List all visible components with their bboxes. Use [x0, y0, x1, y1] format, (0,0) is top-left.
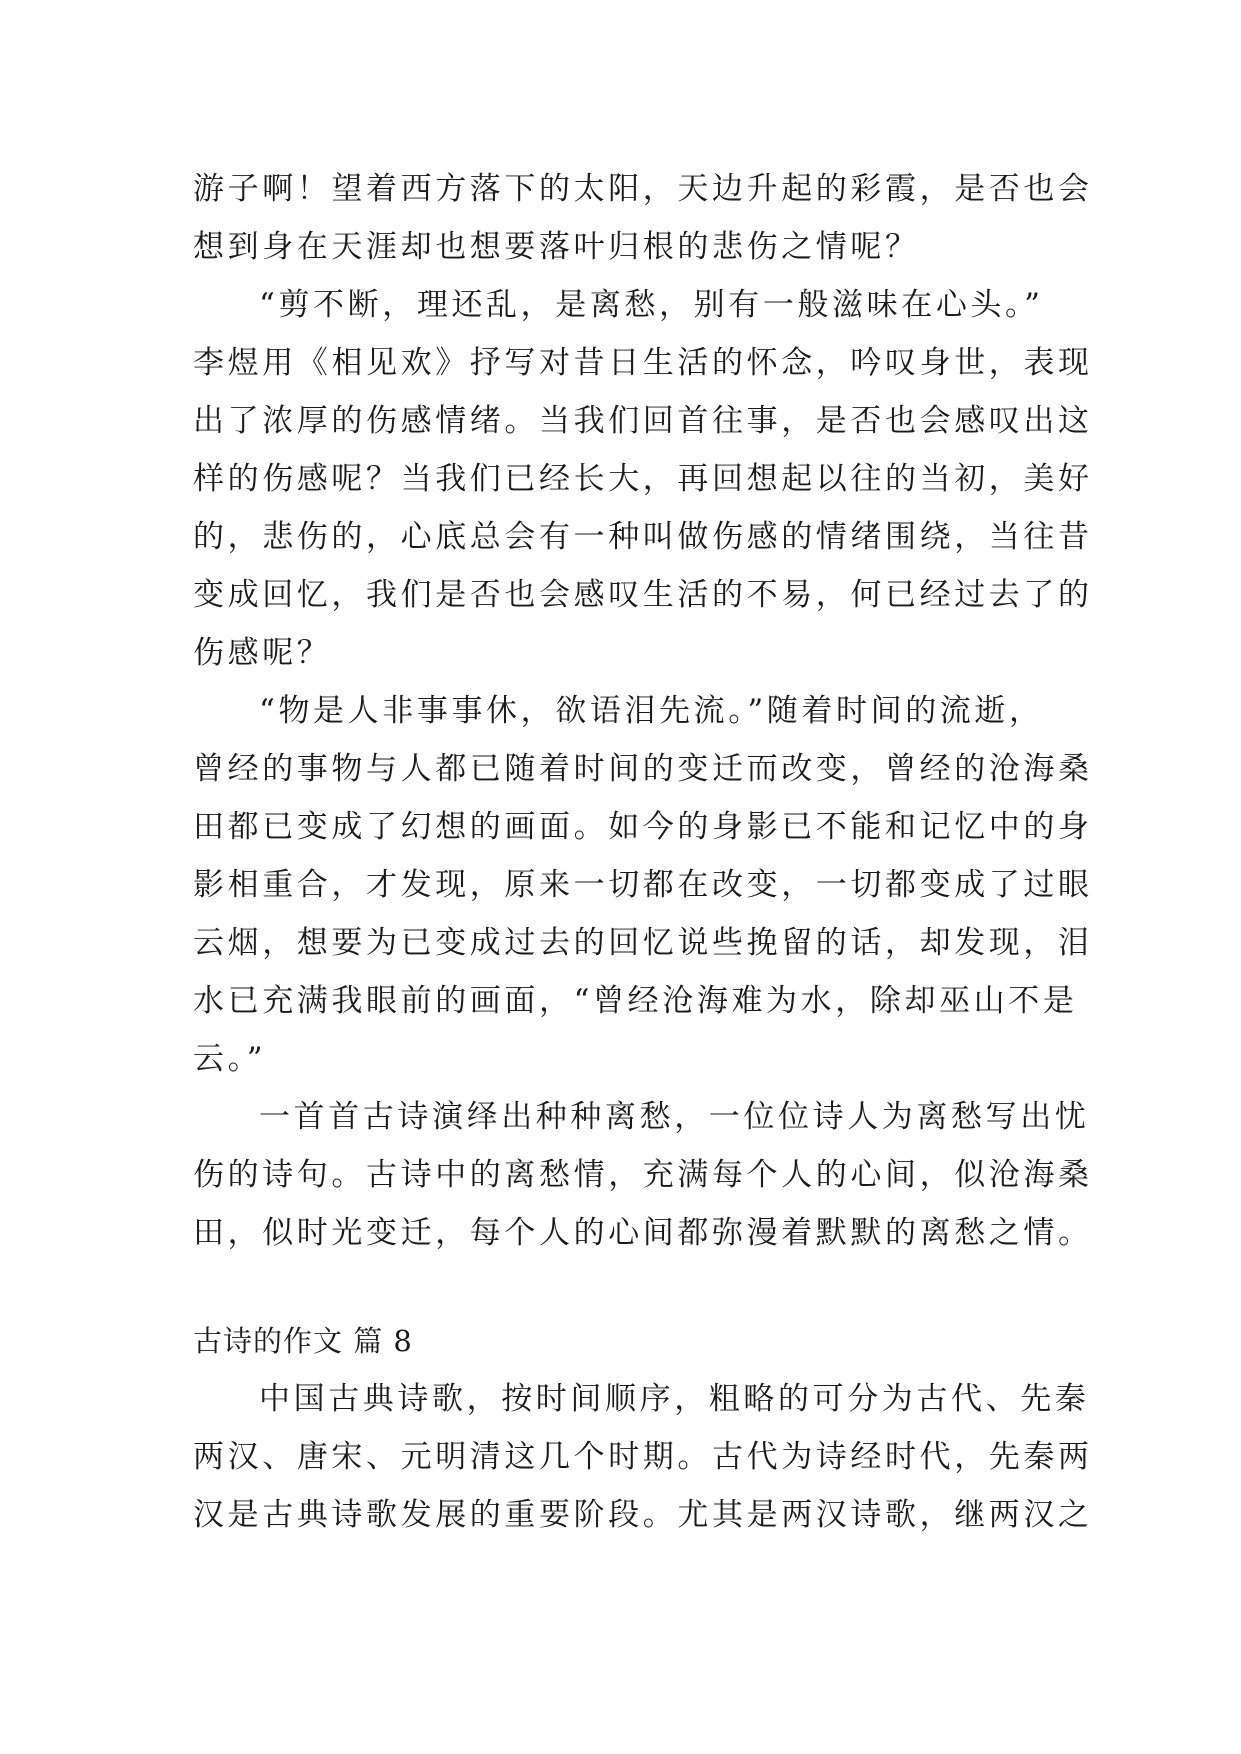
text-line: 田都已变成了幻想的画面。如今的身影已不能和记忆中的身 — [193, 809, 1093, 845]
paragraph-1 — [193, 160, 1093, 276]
section-title: 古诗的作文 篇 8 — [193, 1324, 413, 1358]
paragraph-3 — [193, 682, 1093, 1088]
paragraph-4 — [193, 1088, 1093, 1262]
text-line: 曾经的事物与人都已随着时间的变迁而改变，曾经的沧海桑 — [193, 751, 1093, 787]
text-line: 李煜用《相见欢》抒写对昔日生活的怀念，吟叹身世，表现 — [193, 345, 1093, 381]
text-line: 游子啊！望着西方落下的太阳，天边升起的彩霞，是否也会 — [193, 171, 1093, 207]
text-line: 云。” — [193, 1041, 267, 1077]
section-paragraph-1 — [193, 1370, 1093, 1544]
text-line: 伤感呢？ — [193, 635, 332, 671]
text-line: 汉是古典诗歌发展的重要阶段。尤其是两汉诗歌，继两汉之 — [193, 1497, 1093, 1533]
text-line: 变成回忆，我们是否也会感叹生活的不易，何已经过去了的 — [193, 577, 1093, 613]
text-line: 的，悲伤的，心底总会有一种叫做伤感的情绪围绕，当往昔 — [193, 519, 1093, 555]
text-line: “剪不断，理还乱，是离愁，别有一般滋味在心头。” — [259, 287, 1044, 323]
text-line: 中国古典诗歌，按时间顺序，粗略的可分为古代、先秦 — [259, 1381, 1090, 1417]
text-line: 两汉、唐宋、元明清这几个时期。古代为诗经时代，先秦两 — [193, 1439, 1093, 1475]
text-line: 影相重合，才发现，原来一切都在改变，一切都变成了过眼 — [193, 867, 1093, 903]
text-line: 想到身在天涯却也想要落叶归根的悲伤之情呢？ — [193, 229, 920, 265]
text-line: 水已充满我眼前的画面，“曾经沧海难为水，除却巫山不是 — [193, 983, 1078, 1019]
text-line: 伤的诗句。古诗中的离愁情，充满每个人的心间，似沧海桑 — [193, 1157, 1093, 1193]
text-line: 出了浓厚的伤感情绪。当我们回首往事，是否也会感叹出这 — [193, 403, 1093, 439]
text-line: 田，似时光变迁，每个人的心间都弥漫着默默的离愁之情。 — [193, 1215, 1093, 1251]
text-line: “物是人非事事休，欲语泪先流。”随着时间的流逝， — [259, 693, 1044, 729]
paragraph-2 — [193, 276, 1093, 682]
text-line: 云烟，想要为已变成过去的回忆说些挽留的话，却发现，泪 — [193, 925, 1093, 961]
text-line: 一首首古诗演绎出种种离愁，一位位诗人为离愁写出忧 — [259, 1099, 1090, 1135]
document-page — [193, 160, 1093, 1544]
text-line: 样的伤感呢？当我们已经长大，再回想起以往的当初，美好 — [193, 461, 1093, 497]
